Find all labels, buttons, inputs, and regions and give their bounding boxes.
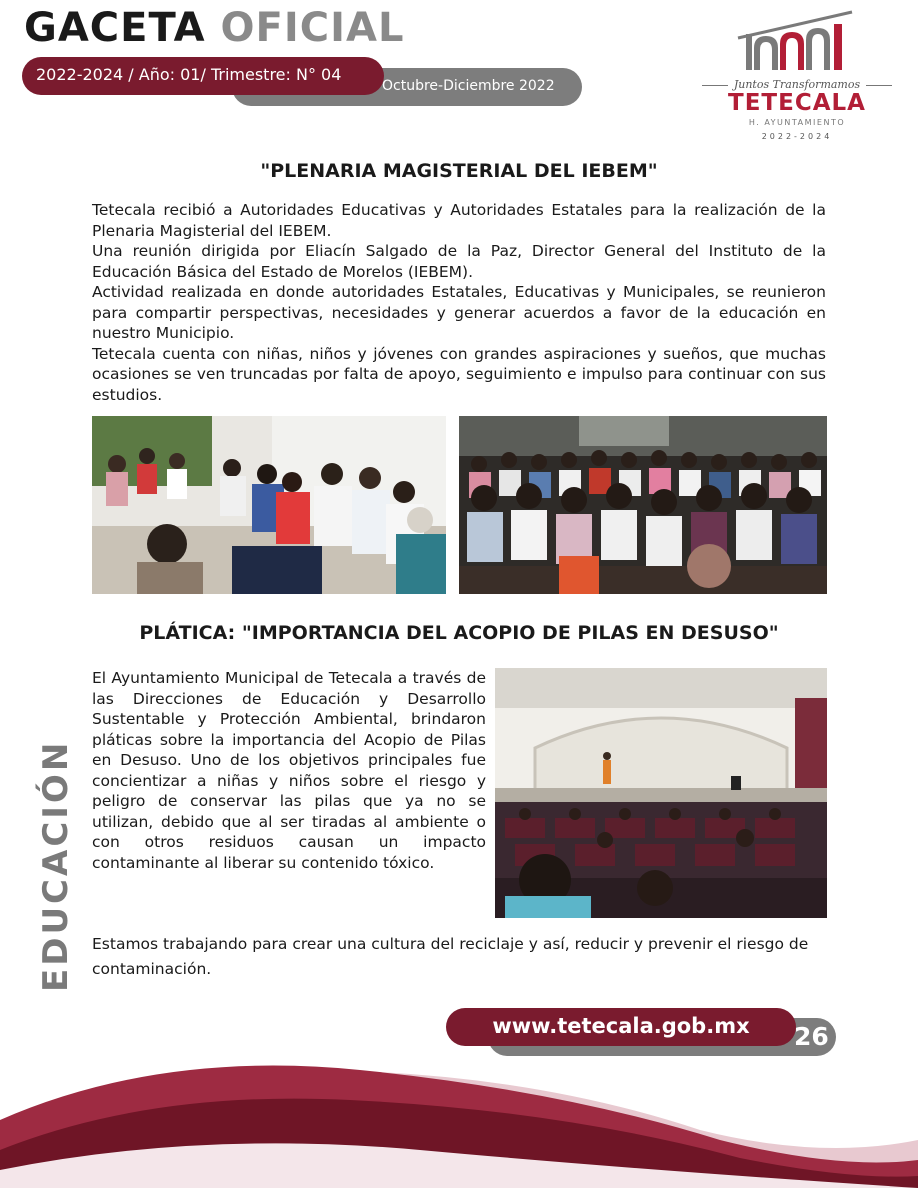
- publication-title-word-1: GACETA: [24, 5, 206, 51]
- page-number: 26: [794, 1022, 829, 1051]
- logo-slogan: Juntos Transformamos: [692, 78, 902, 91]
- article-1-paragraph: Una reunión dirigida por Eliacín Salgado de la Paz, Director General del Instituto de la Educación Básica del Estado de Morelos (IEBEM).: [92, 242, 826, 281]
- issue-text: 2022-2024 / Año: 01/ Trimestre: N° 04: [36, 65, 342, 84]
- publication-title-word-2: OFICIAL: [220, 5, 405, 51]
- website-link[interactable]: [446, 1008, 796, 1046]
- photo-meeting-authorities: [92, 416, 446, 594]
- tetecala-logo: [692, 8, 902, 148]
- arches-logo-icon: [736, 8, 858, 74]
- logo-years: 2022-2024: [761, 132, 833, 141]
- publication-title: [24, 4, 404, 52]
- photo-teachers-audience: [459, 416, 827, 594]
- issue-badge: [22, 57, 384, 95]
- article-1-paragraph: Tetecala cuenta con niñas, niños y jóvenes con grandes aspiraciones y sueños, que muchas ocasiones se ven truncadas por falta de apoyo, seguimiento e impulso para continuar con sus estudios.: [92, 344, 826, 404]
- article-2-closing: Estamos trabajando para crear una cultura del reciclaje y así, reducir y prevenir el riesgo de contaminación.: [92, 935, 809, 978]
- article-2-body: El Ayuntamiento Municipal de Tetecala a través de las Direcciones de Educación y Desarrollo Sustentable y Protección Ambiental, brindaron pláticas sobre la importancia del Acopio de Pilas en Desuso. Uno de los objetivos principales fue concientizar a niñas y niños sobre el riesgo y peligro de conservar las pilas que ya no se utilizan, debido que al ser tiradas al ambiente o con otros residuos causan un impacto contaminante al liberar su contenido tóxico.: [92, 669, 486, 872]
- article-1-heading: "PLENARIA MAGISTERIAL DEL IEBEM": [260, 160, 658, 182]
- logo-subtitle: H. AYUNTAMIENTO: [748, 118, 846, 127]
- period-text: Octubre-Diciembre 2022: [382, 78, 555, 94]
- section-label: EDUCACIÓN: [36, 739, 76, 992]
- website-url[interactable]: www.tetecala.gob.mx: [492, 1014, 750, 1038]
- photo-auditorium-talk: [495, 668, 827, 918]
- article-1-paragraph: Tetecala recibió a Autoridades Educativas y Autoridades Estatales para la realización de la Plenaria Magisterial del IEBEM.: [92, 201, 826, 240]
- article-2-heading: PLÁTICA: "IMPORTANCIA DEL ACOPIO DE PILAS EN DESUSO": [139, 622, 779, 644]
- article-1-body: [92, 200, 826, 405]
- logo-town-name: TETECALA: [728, 90, 866, 116]
- article-1-paragraph: Actividad realizada en donde autoridades Estatales, Educativas y Municipales, se reunieron para compartir perspectivas, necesidades y generar acuerdos a favor de la educación en nuestro Municipio.: [92, 283, 826, 342]
